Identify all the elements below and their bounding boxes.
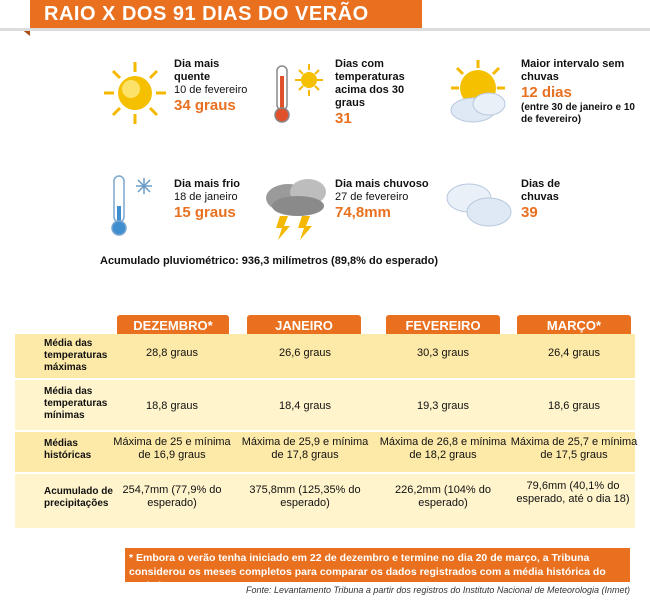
row-label: Média das temperaturas máximas: [44, 338, 108, 373]
sun-icon: [100, 58, 170, 128]
row-label: Média das temperaturas mínimas: [44, 386, 108, 421]
table-cell: 28,8 graus: [146, 347, 198, 359]
stat-longest-dry-spell: [443, 58, 643, 158]
stat-label: Dias com temperaturas acima dos 30 graus: [335, 58, 405, 109]
title-underline: [0, 28, 650, 31]
table-row: [15, 474, 635, 528]
header-dezembro: DEZEMBRO*: [117, 315, 229, 337]
table-cell: 30,3 graus: [417, 347, 469, 359]
table-cell: 18,8 graus: [146, 400, 198, 412]
table-cell: 18,6 graus: [548, 400, 600, 412]
table-cell: 26,6 graus: [279, 347, 331, 359]
stat-rainy-days: [443, 172, 623, 247]
table-cell: 18,4 graus: [279, 400, 331, 412]
stat-label: Dia mais quente: [174, 58, 220, 83]
stat-value: 34 graus: [174, 97, 236, 114]
thermometer-hot-icon: [265, 58, 335, 128]
table-cell: Máxima de 25 e mínima de 16,9 graus: [113, 436, 231, 461]
page-title: RAIO X DOS 91 DIAS DO VERÃO: [44, 3, 369, 25]
header-janeiro: JANEIRO: [247, 315, 361, 337]
table-cell: Máxima de 25,7 e mínima de 17,5 graus: [510, 436, 638, 461]
stat-date: 10 de fevereiro: [174, 84, 248, 96]
table-row: [15, 432, 638, 472]
stat-date: 27 de fevereiro: [335, 191, 409, 203]
accumulated-rainfall: Acumulado pluviométrico: 936,3 milímetros (89,8% do esperado): [100, 255, 439, 267]
table-cell: 226,2mm (104% do esperado): [395, 484, 491, 509]
row-label: Médias históricas: [44, 438, 92, 461]
table-cell: 79,6mm (40,1% do esperado, até o dia 18): [516, 480, 630, 505]
stat-days-above-30: [265, 58, 435, 148]
row-label: Acumulado de precipitações: [44, 486, 113, 509]
table-cell: Máxima de 25,9 e mínima de 17,8 graus: [241, 436, 369, 461]
stat-label: Dia mais frio: [174, 178, 241, 190]
header-marco: MARÇO*: [517, 315, 631, 337]
table-cell: Máxima de 26,8 e mínima de 18,2 graus: [379, 436, 507, 461]
stat-label: Dia mais chuvoso: [335, 178, 429, 190]
title-banner: [30, 0, 422, 28]
sun-cloud-icon: [443, 58, 513, 128]
stat-value: 74,8mm: [335, 204, 391, 221]
thermometer-cold-icon: [100, 172, 170, 242]
footnote: * Embora o verão tenha iniciado em 22 de dezembro e termine no dia 20 de março, a Tribuna considerou os meses completos para comparar os dados registrados com a média histórica do período.: [125, 548, 630, 582]
stat-value: 12 dias: [521, 84, 572, 101]
table-row: [15, 334, 635, 378]
stat-coldest-day: [100, 172, 260, 247]
stat-hottest-day: [100, 58, 260, 138]
stat-value: 31: [335, 110, 352, 127]
cloud-icon: [443, 172, 513, 242]
storm-cloud-icon: [262, 172, 332, 242]
stat-rainiest-day: [262, 172, 442, 247]
table-cell: 375,8mm (125,35% do esperado): [249, 484, 361, 509]
table-cell: 254,7mm (77,9% do esperado): [122, 484, 222, 509]
stat-extra: (entre 30 de janeiro e 10 de fevereiro): [521, 102, 635, 125]
source-credit: Fonte: Levantamento Tribuna a partir dos registros do Instituto Nacional de Meteorologia (Inmet): [245, 585, 630, 595]
stat-date: 18 de janeiro: [174, 191, 238, 203]
table-cell: 26,4 graus: [548, 347, 600, 359]
table-row: [15, 380, 635, 430]
table-cell: 19,3 graus: [417, 400, 469, 412]
stat-label: Dias de chuvas: [521, 178, 561, 203]
stat-value: 15 graus: [174, 204, 236, 221]
header-fevereiro: FEVEREIRO: [386, 315, 500, 337]
stat-value: 39: [521, 204, 538, 221]
stat-label: Maior intervalo sem chuvas: [521, 58, 625, 83]
